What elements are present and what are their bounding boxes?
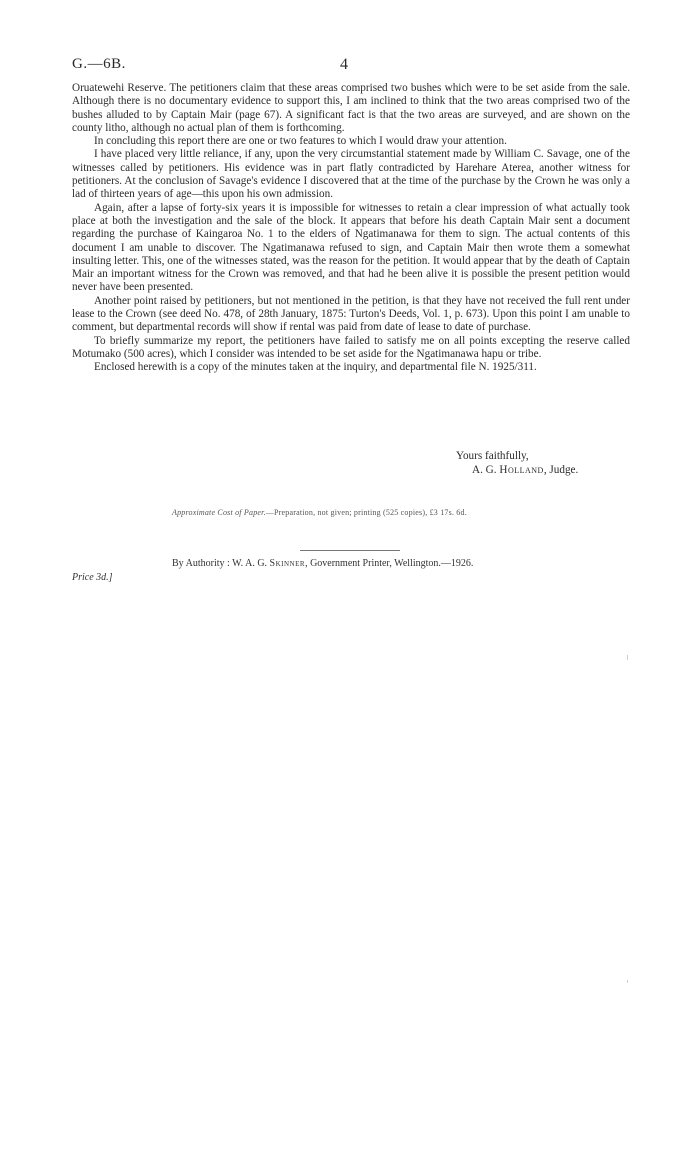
paragraph: Enclosed herewith is a copy of the minutes taken at the inquiry, and departmental file N. 1925/311. [94,361,537,374]
printer-imprint [172,558,473,569]
printer-initials: W. A. G. [232,558,268,569]
price-note: Price 3d.] [72,572,113,583]
signatory-surname: Holland [499,463,544,476]
authority-prefix: By Authority : [172,558,230,569]
scan-speck [627,980,628,983]
signatory-title: , Judge. [543,463,579,476]
scan-speck [627,655,628,660]
report-body [72,82,630,375]
paragraph: To briefly summarize my report, the petitioners have failed to satisfy me on all points excepting the reserve called Motumako (500 acres), which I consider was intended to be set aside for the Ngatimanawa hapu or tribe. [72,334,630,360]
signatory-line [456,464,578,478]
signature-block [456,450,578,477]
paragraph: In concluding this report there are one or two features to which I would draw your attention. [94,135,507,148]
cost-label: Approximate Cost of Paper. [172,508,266,517]
paragraph: I have placed very little reliance, if any, upon the very circumstantial statement made by William C. Savage, one of the witnesses called by petitioners. His evidence was in part flatly contradicted by Harehare Aterea, another witness for petitioners. At the conclusion of Savage's evidence I discovered that at the time of the purchase by the Crown he was only a lad of thirteen years of age—this upon his own admission. [72,148,630,201]
paragraph: Again, after a lapse of forty-six years it is impossible for witnesses to retain a clear impression of what actually took place at both the investigation and the sale of the block. It appears that before his death Captain Mair sent a document regarding the purchase of Kaingaroa No. 1 to the elders of Ngatimanawa for them to sign. The actual contents of this document I am unable to discover. The Ngatimanawa refused to sign, and Captain Mair then wrote them a somewhat insulting letter. This, one of the witnesses stated, was the reason for the petition. It would appear that by the death of Captain Mair an important witness for the Crown was removed, and that had he been alive it is possible the present petition would never have been presented. [72,201,630,294]
paragraph: Another point raised by petitioners, but not mentioned in the petition, is that they have not received the full rent under lease to the Crown (see deed No. 478, of 28th January, 1875: Turton's Deeds, Vol. 1, p. 673). Upon this point I am unable to comment, but departmental records will show if rental was paid from date of lease to date of purchase. [72,294,630,334]
divider [300,550,400,551]
cost-text: —Preparation, not given; printing (525 copies), £3 17s. 6d. [265,508,467,517]
paragraph: Oruatewehi Reserve. The petitioners claim that these areas comprised two bushes which were to be set aside from the sale. Although there is no documentary evidence to support this, I am inclined to think that the two areas comprised two of the bushes alluded to by Captain Mair (page 67). A significant fact is that the two areas are surveyed, and are shown on the county litho, although no actual plan of them is forthcoming. [72,82,630,134]
closing-line: Yours faithfully, [456,450,529,462]
document-code: G.—6B. [72,56,126,72]
page-number: 4 [340,56,348,73]
printer-surname: Skinner [269,558,306,569]
page-header [72,56,628,76]
authority-suffix: , Government Printer, Wellington.—1926. [305,558,474,569]
signatory-initials: A. G. [472,463,497,476]
cost-note [172,508,467,517]
